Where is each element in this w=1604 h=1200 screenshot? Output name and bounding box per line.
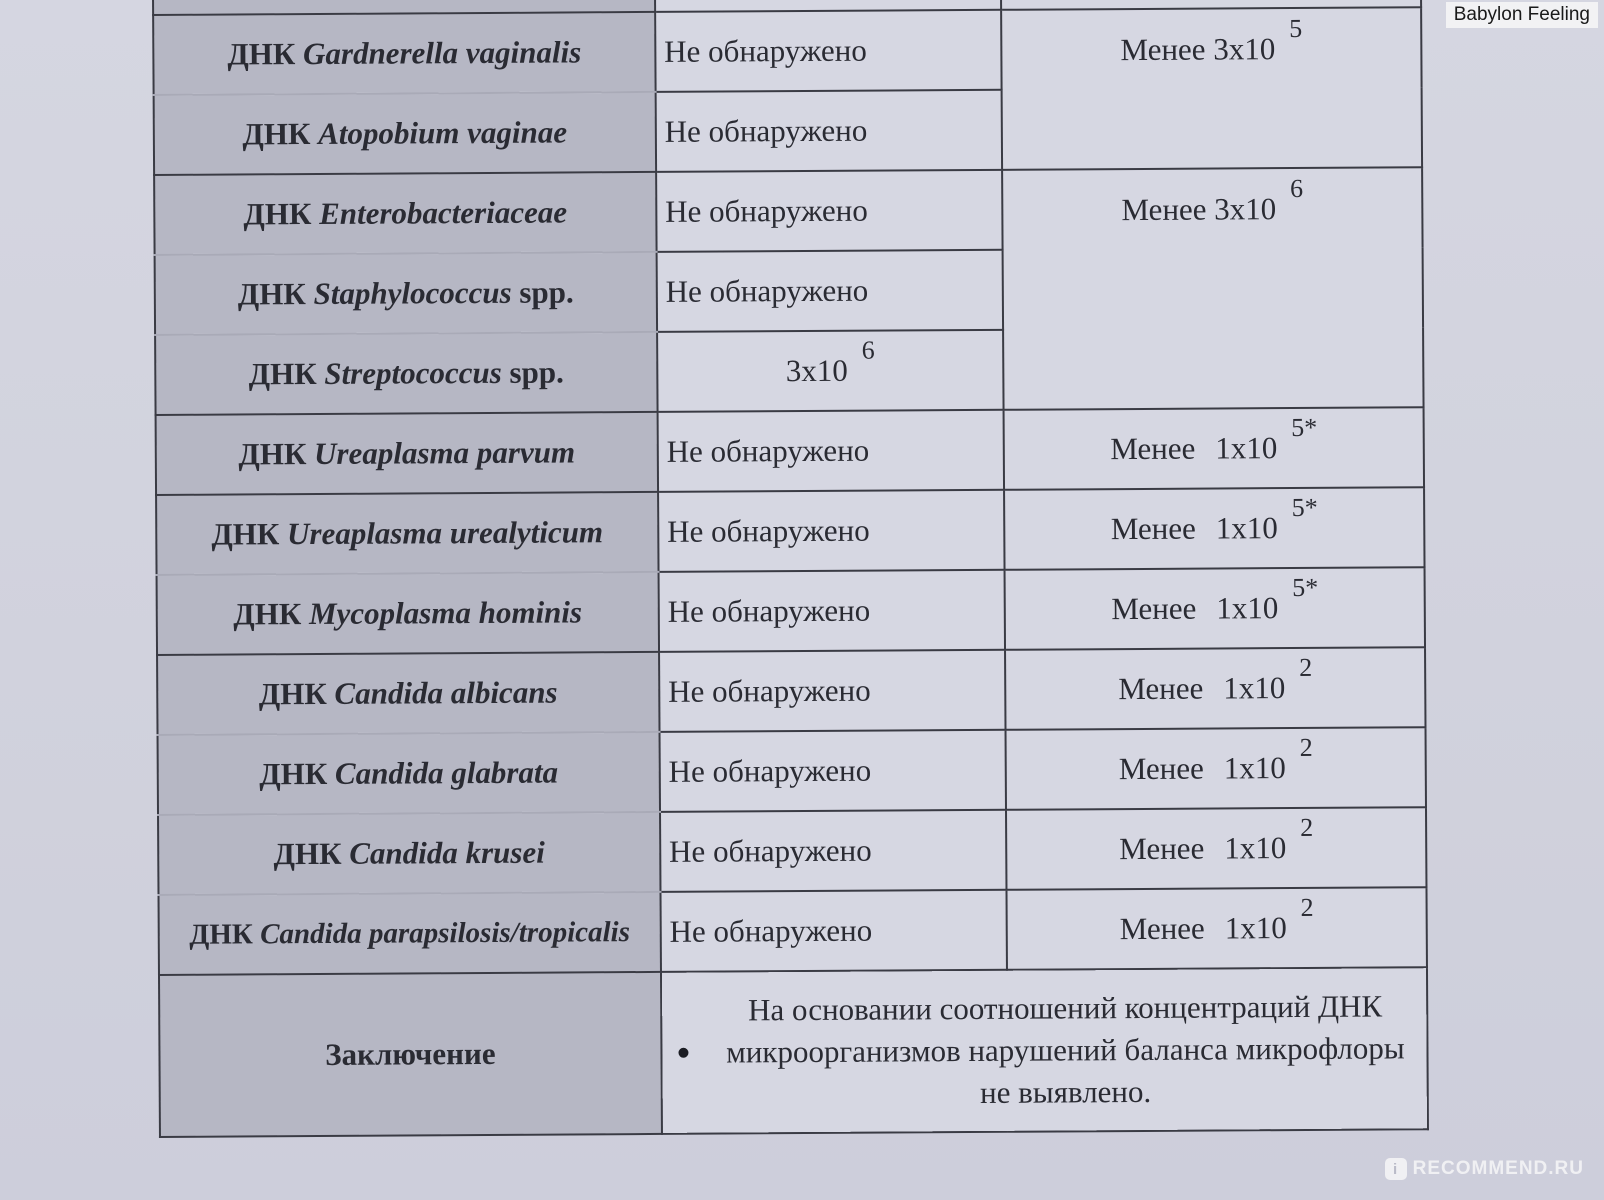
organism-name-cell <box>153 12 655 95</box>
reference-cell <box>1006 727 1426 810</box>
dna-prefix: ДНК <box>258 675 335 712</box>
result-cell: Не обнаружено <box>656 250 1003 332</box>
reference-cell <box>1006 807 1426 890</box>
reference-cell <box>1004 407 1424 490</box>
reference-word: Менее <box>1119 910 1205 947</box>
organism-species: Streptococcus <box>324 354 502 391</box>
reference-word: Менее <box>1121 191 1207 228</box>
organism-name-cell <box>157 652 659 735</box>
reference-word: Менее <box>1118 670 1204 707</box>
table-row <box>154 167 1422 255</box>
table-row <box>157 647 1425 735</box>
organism-species: Staphylococcus <box>313 274 512 312</box>
reference-base: 1x10 <box>1224 830 1287 866</box>
reference-exponent: 5* <box>1292 572 1319 603</box>
reference-cell <box>1007 887 1427 970</box>
result-cell: Не обнаружено <box>656 170 1003 252</box>
organism-species: Ureaplasma urealyticum <box>286 514 604 552</box>
organism-suffix: spp. <box>501 354 564 390</box>
conclusion-row <box>159 967 1428 1137</box>
site-logo-icon: i <box>1385 1158 1407 1180</box>
result-cell: Не обнаружено <box>658 570 1005 652</box>
dna-prefix: ДНК <box>211 516 288 552</box>
reference-cell <box>1002 167 1423 410</box>
organism-species: Candida albicans <box>334 674 558 711</box>
reference-base: 1x10 <box>1215 430 1278 466</box>
organism-name-cell <box>154 172 656 255</box>
table-row <box>158 727 1426 815</box>
reference-cell <box>1005 567 1425 650</box>
table-row <box>156 487 1424 575</box>
reference-base: 1x10 <box>1223 670 1286 706</box>
organism-name-cell <box>156 412 658 495</box>
reference-exponent: 2 <box>1300 892 1314 923</box>
table-row <box>153 7 1421 95</box>
result-cell <box>657 330 1004 412</box>
organism-name-cell <box>159 892 661 975</box>
reference-base: 1x10 <box>1216 590 1279 626</box>
reference-base: 3x10 <box>1214 191 1277 227</box>
result-cell: Не обнаружено <box>659 730 1006 812</box>
reference-base: 1x10 <box>1215 510 1278 546</box>
reference-base: 3x10 <box>1213 31 1276 67</box>
reference-cell <box>1001 7 1422 170</box>
result-cell: Не обнаружено <box>659 650 1006 732</box>
result-exponent: 6 <box>861 335 875 365</box>
table-row <box>156 407 1424 495</box>
result-cell: Не обнаружено <box>655 10 1002 92</box>
dna-prefix: ДНК <box>237 276 314 312</box>
reference-word: Менее <box>1111 590 1197 627</box>
reference-exponent: 2 <box>1299 652 1313 683</box>
organism-name-cell <box>157 572 659 655</box>
organism-species: Enterobacteriaceae <box>319 194 568 231</box>
conclusion-text: На основании соотношений концентраций ДНК микроорганизмов нарушений баланса микрофлоры не выявлено. <box>726 988 1405 1110</box>
organism-species: Candida krusei <box>349 834 545 871</box>
organism-species: Candida parapsilosis/tropicalis <box>260 915 631 950</box>
reference-cell <box>1004 487 1424 570</box>
result-cell: Не обнаружено <box>660 890 1007 972</box>
organism-name-cell <box>155 332 657 415</box>
result-cell: Не обнаружено <box>658 490 1005 572</box>
reference-word: Менее <box>1119 830 1205 867</box>
dna-prefix: ДНК <box>227 36 304 72</box>
reference-base: 1x10 <box>1224 910 1287 946</box>
result-cell: Не обнаружено <box>655 90 1002 172</box>
bullet-icon <box>678 1048 688 1058</box>
reference-base: 1x10 <box>1223 750 1286 786</box>
dna-prefix: ДНК <box>233 596 310 632</box>
watermark-site <box>1385 1158 1584 1180</box>
reference-exponent: 6 <box>1290 173 1304 204</box>
organism-species: Atopobium vaginae <box>318 114 568 151</box>
reference-cell <box>1005 647 1425 730</box>
result-cell: Не обнаружено <box>657 410 1004 492</box>
organism-species: Gardnerella vaginalis <box>302 34 582 72</box>
table-row <box>157 567 1425 655</box>
conclusion-cell <box>661 967 1428 1134</box>
organism-name-cell <box>154 92 656 175</box>
conclusion-label: Заключение <box>159 972 662 1137</box>
reference-exponent: 2 <box>1300 812 1314 843</box>
reference-word: Менее <box>1110 430 1196 467</box>
organism-name-cell <box>158 812 660 895</box>
organism-species: Candida glabrata <box>334 754 559 791</box>
reference-exponent: 5* <box>1291 492 1318 523</box>
dna-prefix: ДНК <box>259 755 336 792</box>
dna-prefix: ДНК <box>238 436 315 472</box>
result-base: 3x10 <box>785 352 848 389</box>
organism-species: Mycoplasma hominis <box>308 594 583 632</box>
reference-exponent: 2 <box>1299 732 1313 763</box>
reference-exponent: 5* <box>1291 412 1318 443</box>
watermark-site-text: RECOMMEND.RU <box>1412 1158 1584 1179</box>
reference-word: Менее <box>1120 31 1206 68</box>
dna-prefix: ДНК <box>242 115 319 152</box>
organism-name-cell <box>158 732 660 815</box>
organism-species: Ureaplasma parvum <box>314 434 576 472</box>
organism-name-cell <box>156 492 658 575</box>
reference-exponent: 5 <box>1289 13 1303 44</box>
reference-word: Менее <box>1118 750 1204 787</box>
dna-prefix: ДНК <box>243 195 320 232</box>
result-cell: Не обнаружено <box>660 810 1007 892</box>
dna-prefix: ДНК <box>189 917 261 951</box>
dna-prefix: ДНК <box>273 835 350 872</box>
watermark-username: Babylon Feeling <box>1446 2 1598 28</box>
organism-name-cell <box>155 252 657 335</box>
dna-prefix: ДНК <box>248 355 325 392</box>
reference-word: Менее <box>1110 510 1196 547</box>
table-row <box>159 887 1427 975</box>
lab-results-table <box>152 0 1429 1138</box>
table-row <box>158 807 1426 895</box>
organism-suffix: spp. <box>511 274 574 310</box>
